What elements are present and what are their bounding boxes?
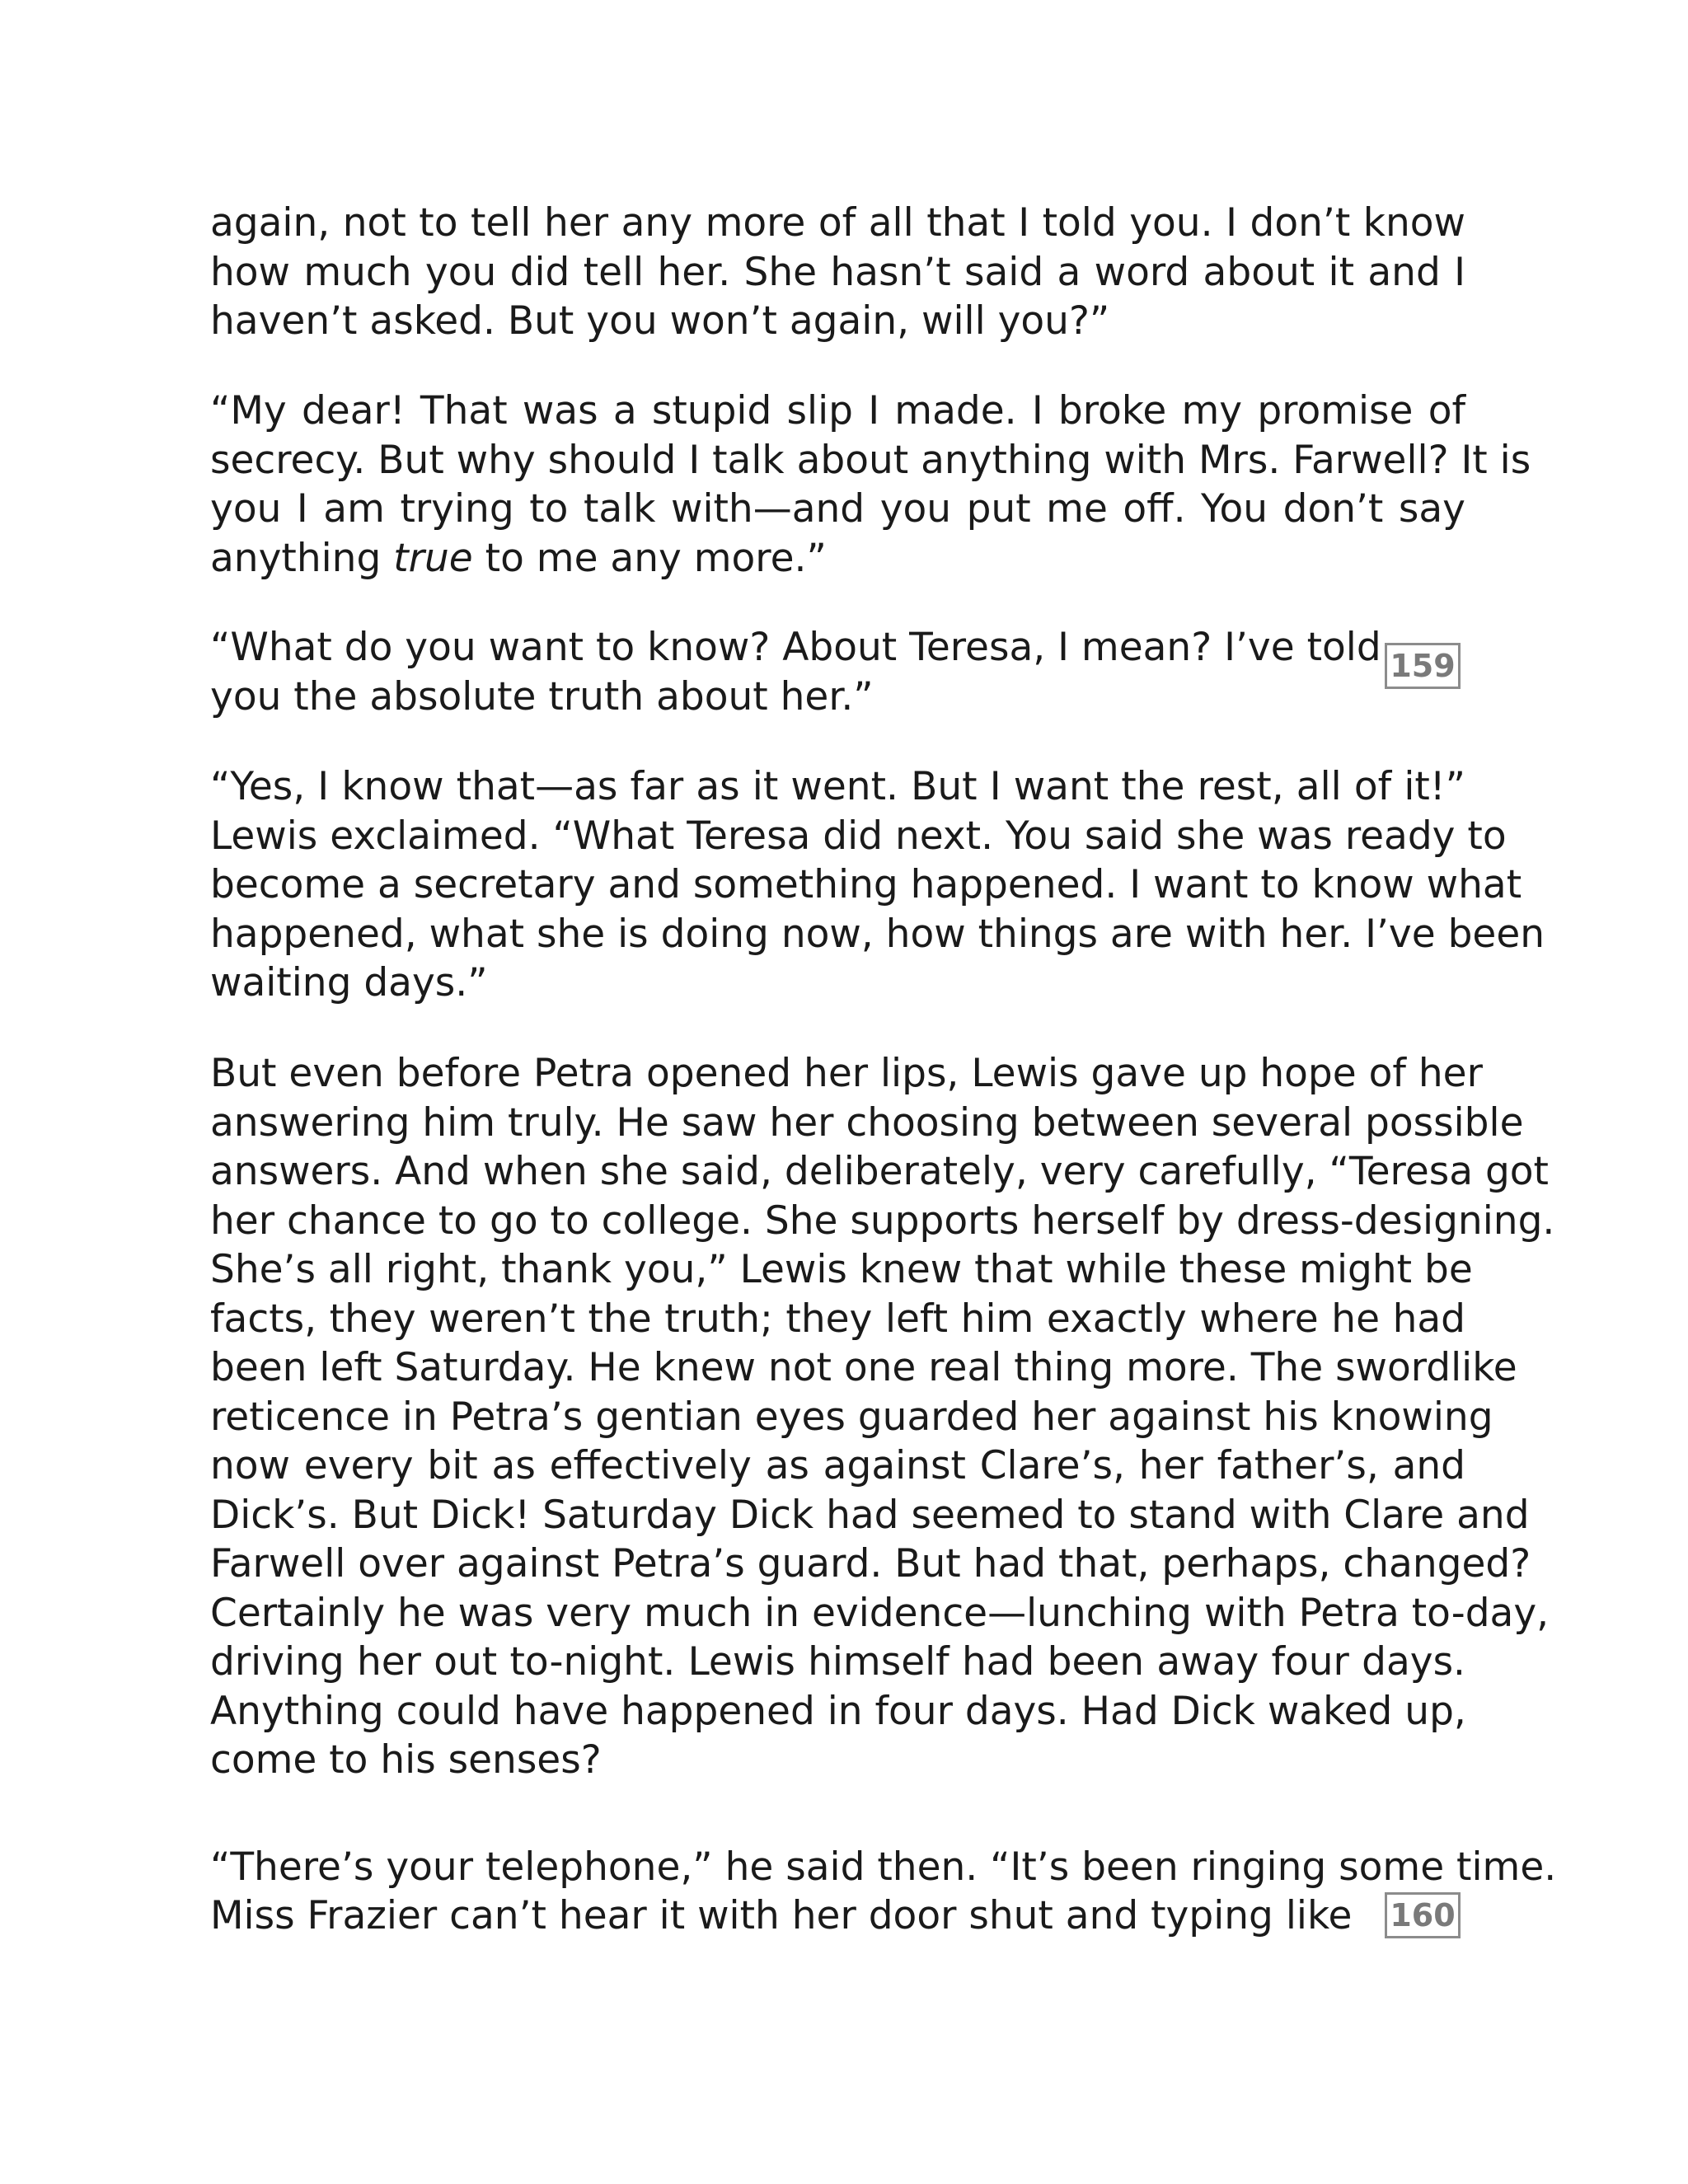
text-line: But even before Petra opened her lips, Lewis gave up hope of her — [210, 1051, 1483, 1096]
text-line: her chance to go to college. She supports herself by dress-designing. — [210, 1197, 1555, 1244]
text-line: reticence in Petra’s gentian eyes guarded her against his knowing — [210, 1394, 1493, 1440]
text-line: Anything could have happened in four days. Had Dick waked up, — [210, 1688, 1466, 1734]
paragraph-1 — [210, 199, 1465, 346]
text-line: come to his senses? — [210, 1737, 602, 1783]
paragraph-5 — [210, 1049, 1555, 1785]
text-line: how much you did tell her. She hasn’t said a word about it and I — [210, 249, 1465, 295]
text-line: facts, they weren’t the truth; they left him exactly where he had — [210, 1296, 1465, 1342]
paragraph-2 — [210, 387, 1531, 583]
text-line: Farwell over against Petra’s guard. But had that, perhaps, changed? — [210, 1541, 1531, 1586]
text-line: “Yes, I know that—as far as it went. But I want the rest, all of it!” — [210, 764, 1465, 809]
text-line: Lewis exclaimed. “What Teresa did next. You said she was ready to — [210, 813, 1507, 859]
text-line — [210, 534, 1465, 583]
text-line: you I am trying to talk with—and you put me off. You don’t say — [210, 486, 1465, 532]
text-run: to me any more.” — [472, 535, 827, 581]
text-line: “There’s your telephone,” he said then. “It’s been ringing some time. — [210, 1844, 1557, 1890]
emphasis-text: true — [393, 535, 473, 581]
text-line: been left Saturday. He knew not one real thing more. The swordlike — [210, 1345, 1517, 1390]
text-line: become a secretary and something happened. I want to know what — [210, 862, 1522, 907]
paragraph-3 — [210, 623, 1381, 721]
text-line: happened, what she is doing now, how things are with her. I’ve been — [210, 911, 1545, 957]
paragraph-6 — [210, 1843, 1557, 1892]
page-number-160: 160 — [1385, 1892, 1461, 1938]
text-line: answering him truly. He saw her choosing between several possible — [210, 1099, 1524, 1146]
text-line: you the absolute truth about her.” — [210, 673, 874, 719]
paragraph-4 — [210, 762, 1545, 1008]
text-line: Miss Frazier can’t hear it with her door shut and typing like — [210, 1893, 1353, 1938]
text-line: “My dear! That was a stupid slip I made. I broke my promise of — [210, 388, 1465, 434]
text-line: “What do you want to know? About Teresa, I mean? I’ve told — [210, 625, 1381, 670]
text-line: She’s all right, thank you,” Lewis knew that while these might be — [210, 1247, 1473, 1292]
text-line: waiting days.” — [210, 960, 488, 1005]
text-line: Dick’s. But Dick! Saturday Dick had seemed to stand with Clare and — [210, 1492, 1530, 1538]
paragraph-6-continued — [210, 1891, 1353, 1941]
text-line: now every bit as effectively as against Clare’s, her father’s, and — [210, 1443, 1465, 1488]
text-line: answers. And when she said, deliberately, very carefully, “Teresa got — [210, 1149, 1549, 1194]
text-line: driving her out to-night. Lewis himself had been away four days. — [210, 1639, 1465, 1685]
text-line: haven’t asked. But you won’t again, will you?” — [210, 298, 1110, 344]
text-run: anything — [210, 535, 394, 581]
text-line: secrecy. But why should I talk about anything with Mrs. Farwell? It is — [210, 437, 1531, 483]
text-line: again, not to tell her any more of all that I told you. I don’t know — [210, 200, 1465, 246]
text-line: Certainly he was very much in evidence—lunching with Petra to-day, — [210, 1590, 1550, 1636]
page-number-159: 159 — [1385, 643, 1461, 689]
